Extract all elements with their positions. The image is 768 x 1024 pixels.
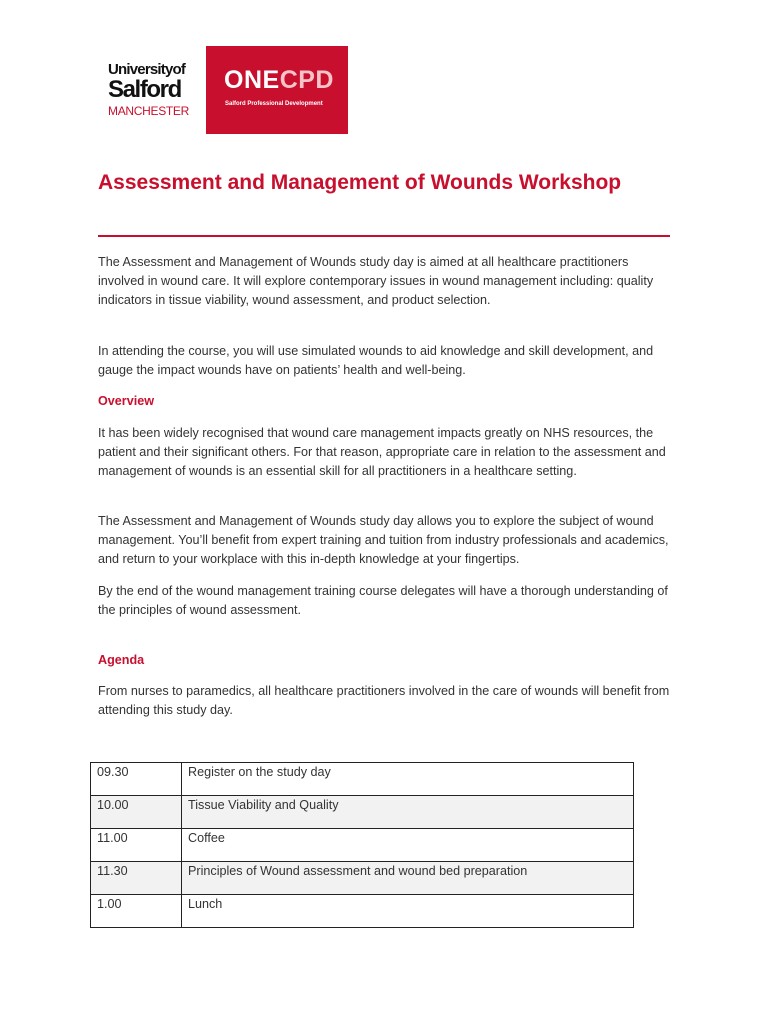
agenda-item: Register on the study day	[182, 763, 634, 796]
title-divider	[98, 235, 670, 237]
intro-paragraph-2: In attending the course, you will use simulated wounds to aid knowledge and skill development, and gauge the impact wounds have on patients’ health and well-being.	[98, 344, 654, 377]
agenda-table	[90, 762, 634, 928]
agenda-item: Tissue Viability and Quality	[182, 796, 634, 829]
table-row	[91, 862, 634, 895]
overview-heading: Overview	[98, 394, 155, 408]
page-title: Assessment and Management of Wounds Workshop	[98, 171, 622, 194]
overview-paragraph-2: The Assessment and Management of Wounds study day allows you to explore the subject of wound management. You’ll benefit from expert training and tuition from industry professionals and academics, and return to your workplace with this in-depth knowledge at your fingertips.	[98, 514, 669, 566]
agenda-item: Coffee	[182, 829, 634, 862]
onecpd-logo	[206, 46, 348, 134]
agenda-time: 1.00	[91, 895, 182, 928]
agenda-time: 11.00	[91, 829, 182, 862]
onecpd-cpd: CPD	[279, 66, 334, 94]
agenda-item: Lunch	[182, 895, 634, 928]
agenda-intro: From nurses to paramedics, all healthcare practitioners involved in the care of wounds will benefit from attending this study day.	[98, 684, 670, 717]
onecpd-wordmark	[224, 66, 334, 94]
agenda-time: 10.00	[91, 796, 182, 829]
onecpd-one: ONE	[224, 66, 280, 94]
logo-line-manchester: MANCHESTER	[108, 104, 190, 118]
overview-paragraph-1: It has been widely recognised that wound care management impacts greatly on NHS resources, the patient and their significant others. For that reason, appropriate care in relation to the assessment and management of wounds is an essential skill for all practitioners in a healthcare setting.	[98, 426, 666, 478]
university-of-salford-logo	[108, 62, 198, 119]
table-row	[91, 796, 634, 829]
table-row	[91, 763, 634, 796]
agenda-heading: Agenda	[98, 653, 145, 667]
agenda-time: 11.30	[91, 862, 182, 895]
intro-paragraph-1: The Assessment and Management of Wounds study day is aimed at all healthcare practitioners involved in wound care. It will explore contemporary issues in wound management including: quality indicators in tissue viability, wound assessment, and product selection.	[98, 255, 654, 307]
logo-line-salford: Salford	[108, 76, 181, 103]
overview-paragraph-3: By the end of the wound management training course delegates will have a thorough understanding of the principles of wound assessment.	[98, 584, 668, 617]
agenda-item: Principles of Wound assessment and wound bed preparation	[182, 862, 634, 895]
table-row	[91, 829, 634, 862]
onecpd-tagline: Salford Professional Development	[225, 101, 323, 107]
table-row	[91, 895, 634, 928]
agenda-time: 09.30	[91, 763, 182, 796]
logo-line-university-of: Universityof	[108, 61, 186, 78]
